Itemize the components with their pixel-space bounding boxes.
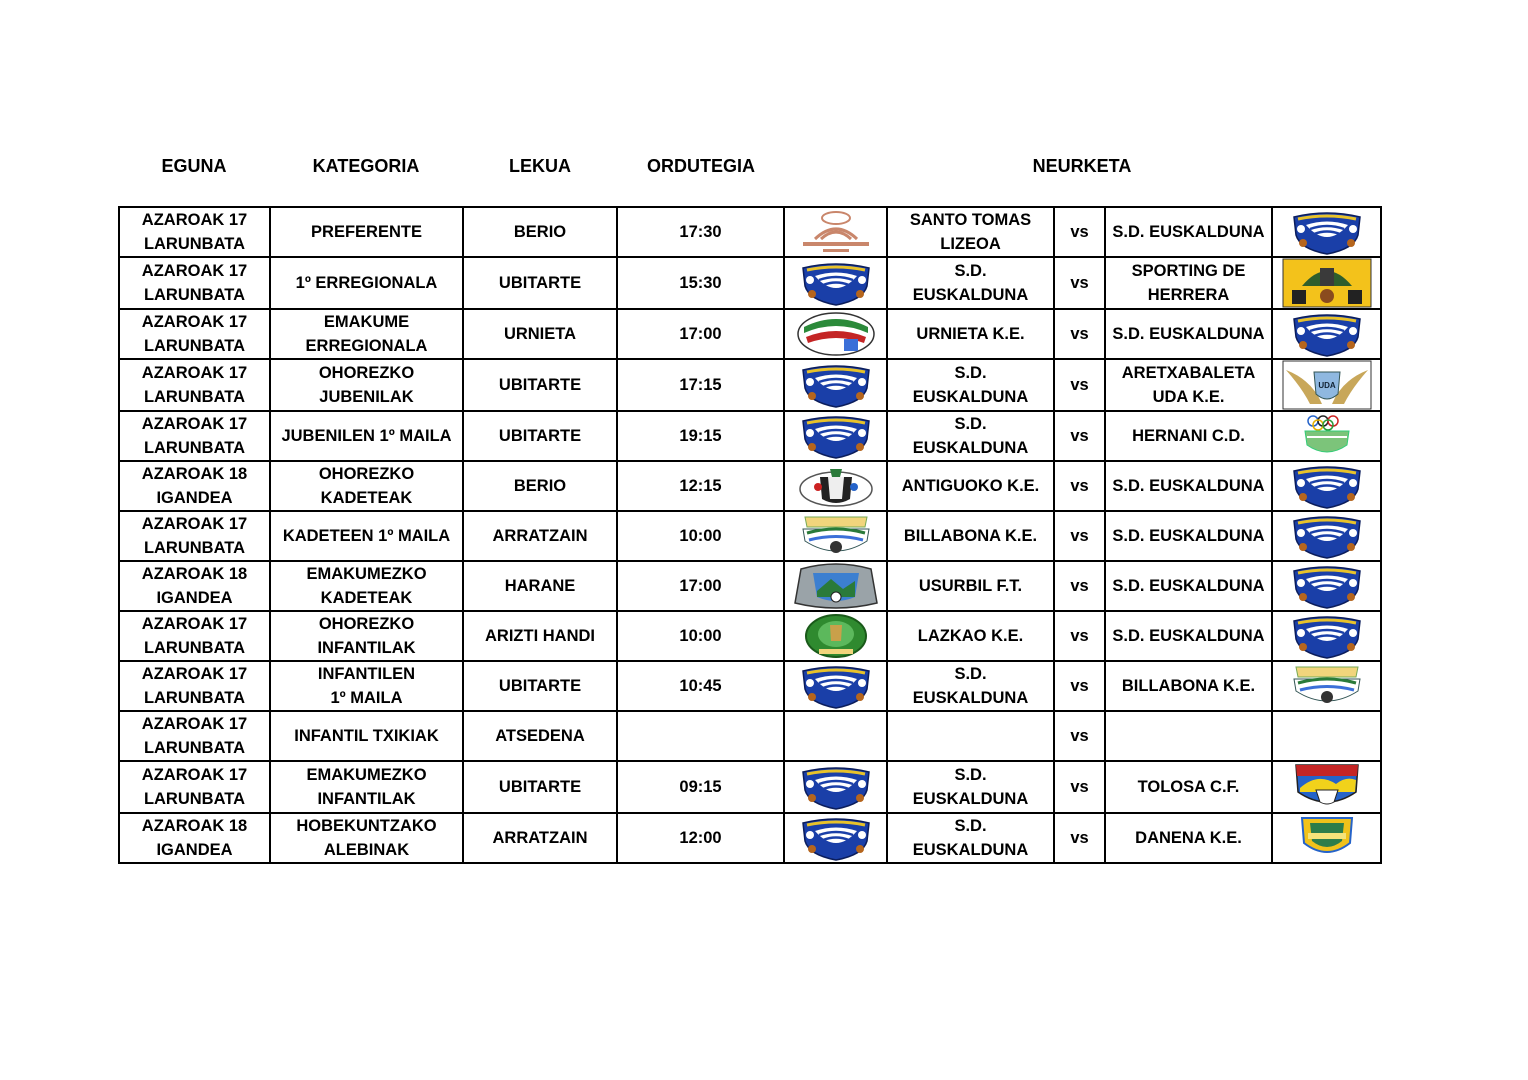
date-cell [119, 511, 270, 561]
vs-cell: vs [1054, 207, 1105, 257]
home-logo-cell [784, 359, 887, 411]
place-cell: BERIO [463, 461, 617, 511]
antiguoko-crest-icon [796, 463, 876, 509]
home-logo-cell [784, 611, 887, 661]
vs-cell: vs [1054, 511, 1105, 561]
away-team-cell [1105, 309, 1272, 359]
cell-line: LAZKAO K.E. [917, 627, 1024, 645]
place-cell: UBITARTE [463, 359, 617, 411]
away-team-cell [1105, 461, 1272, 511]
cell-line: URNIETA K.E. [916, 325, 1025, 343]
cell-line: AZAROAK 18 [141, 817, 248, 835]
date-cell [119, 813, 270, 863]
cell-line: LARUNBATA [143, 790, 246, 808]
vs-cell: vs [1054, 257, 1105, 309]
home-logo-cell [784, 207, 887, 257]
time-cell [617, 711, 784, 761]
category-cell [270, 511, 463, 561]
cell-line: LARUNBATA [143, 388, 246, 406]
cell-line: S.D. EUSKALDUNA [1112, 223, 1265, 241]
cell-line: IGANDEA [156, 589, 233, 607]
away-logo-cell [1272, 611, 1381, 661]
cell-line: AZAROAK 18 [141, 565, 248, 583]
away-logo-cell [1272, 511, 1381, 561]
table-row [119, 611, 1381, 661]
sporting-herrera-crest-icon [1282, 258, 1372, 308]
cell-line: KADETEAK [320, 489, 413, 507]
cell-line: EUSKALDUNA [912, 841, 1029, 859]
urnieta-crest-icon [796, 311, 876, 357]
schedule-table [118, 206, 1382, 864]
cell-line: S.D. EUSKALDUNA [1112, 577, 1265, 595]
cell-line: S.D. EUSKALDUNA [1112, 325, 1265, 343]
euskalduna-crest-icon [1288, 209, 1366, 255]
home-team-cell [887, 257, 1054, 309]
away-logo-cell [1272, 711, 1381, 761]
cell-line: ALEBINAK [323, 841, 410, 859]
cell-line: AZAROAK 17 [141, 715, 248, 733]
time-cell: 09:15 [617, 761, 784, 813]
cell-line: AZAROAK 17 [141, 415, 248, 433]
home-team-cell [887, 411, 1054, 461]
date-cell [119, 309, 270, 359]
away-logo-cell [1272, 813, 1381, 863]
euskalduna-crest-icon [797, 362, 875, 408]
cell-line: EUSKALDUNA [912, 439, 1029, 457]
usurbil-crest-icon [791, 563, 881, 609]
time-cell: 10:00 [617, 511, 784, 561]
header-eguna: EGUNA [161, 156, 227, 176]
away-logo-cell [1272, 207, 1381, 257]
table-row [119, 561, 1381, 611]
table-row [119, 461, 1381, 511]
vs-cell: vs [1054, 611, 1105, 661]
time-cell: 19:15 [617, 411, 784, 461]
cell-line: BILLABONA K.E. [903, 527, 1038, 545]
cell-line: INFANTILAK [317, 790, 416, 808]
cell-line: EMAKUMEZKO [306, 565, 427, 583]
svg-text:UDA: UDA [1317, 381, 1336, 390]
euskalduna-crest-icon [1288, 613, 1366, 659]
cell-line: AZAROAK 17 [141, 364, 248, 382]
away-logo-cell [1272, 257, 1381, 309]
cell-line: EMAKUME [323, 313, 410, 331]
cell-line: PREFERENTE [311, 223, 422, 241]
cell-line: IGANDEA [156, 489, 233, 507]
cell-line: KADETEEN 1º MAILA [282, 527, 451, 545]
vs-cell: vs [1054, 461, 1105, 511]
cell-line: AZAROAK 17 [141, 665, 248, 683]
cell-line: USURBIL F.T. [918, 577, 1023, 595]
cell-line: SANTO TOMAS [909, 211, 1032, 229]
time-cell: 10:45 [617, 661, 784, 711]
away-team-cell [1105, 813, 1272, 863]
place-cell: BERIO [463, 207, 617, 257]
home-logo-cell [784, 257, 887, 309]
date-cell [119, 711, 270, 761]
category-cell [270, 561, 463, 611]
home-team-cell [887, 611, 1054, 661]
cell-line: OHOREZKO [318, 364, 415, 382]
cell-line: AZAROAK 18 [141, 465, 248, 483]
cell-line: ARETXABALETA [1121, 364, 1256, 382]
date-cell [119, 359, 270, 411]
cell-line: LARUNBATA [143, 539, 246, 557]
home-team-cell [887, 309, 1054, 359]
tolosa-crest-icon [1288, 762, 1366, 812]
place-cell: UBITARTE [463, 257, 617, 309]
away-team-cell [1105, 257, 1272, 309]
time-cell: 17:00 [617, 561, 784, 611]
cell-line: UDA K.E. [1152, 388, 1225, 406]
euskalduna-crest-icon [797, 815, 875, 861]
cell-line: ANTIGUOKO K.E. [901, 477, 1040, 495]
category-cell [270, 461, 463, 511]
category-cell [270, 309, 463, 359]
header-neurketa: NEURKETA [1032, 156, 1132, 176]
danena-crest-icon [1292, 815, 1362, 861]
home-team-cell [887, 461, 1054, 511]
away-team-cell [1105, 611, 1272, 661]
santo-tomas-logo-icon [797, 209, 875, 255]
away-team-cell [1105, 661, 1272, 711]
cell-line: IGANDEA [156, 841, 233, 859]
place-cell: URNIETA [463, 309, 617, 359]
cell-line: DANENA K.E. [1135, 829, 1242, 847]
euskalduna-crest-icon [797, 413, 875, 459]
date-cell [119, 561, 270, 611]
away-logo-cell [1272, 661, 1381, 711]
header-lekua: LEKUA [509, 156, 571, 176]
cell-line: LARUNBATA [143, 439, 246, 457]
away-team-cell [1105, 411, 1272, 461]
home-logo-cell [784, 761, 887, 813]
place-cell: HARANE [463, 561, 617, 611]
away-logo-cell [1272, 761, 1381, 813]
cell-line: S.D. [954, 817, 987, 835]
cell-line: S.D. [954, 262, 987, 280]
table-row [119, 309, 1381, 359]
away-logo-cell [1272, 461, 1381, 511]
cell-line: INFANTILAK [317, 639, 416, 657]
header-kategoria: KATEGORIA [312, 156, 420, 176]
cell-line: ERREGIONALA [305, 337, 428, 355]
cell-line: HERNANI C.D. [1132, 427, 1245, 445]
home-logo-cell [784, 411, 887, 461]
cell-line: LARUNBATA [143, 235, 246, 253]
category-cell [270, 661, 463, 711]
euskalduna-crest-icon [797, 764, 875, 810]
euskalduna-crest-icon [1288, 311, 1366, 357]
away-team-cell [1105, 761, 1272, 813]
cell-line: 1º ERREGIONALA [295, 274, 438, 292]
vs-cell: vs [1054, 411, 1105, 461]
vs-cell: vs [1054, 359, 1105, 411]
cell-line: S.D. [954, 766, 987, 784]
cell-line: S.D. [954, 415, 987, 433]
away-logo-cell [1272, 561, 1381, 611]
time-cell: 17:00 [617, 309, 784, 359]
lazkao-crest-icon [797, 613, 875, 659]
cell-line: HERRERA [1147, 286, 1230, 304]
home-logo-cell [784, 511, 887, 561]
table-row [119, 661, 1381, 711]
away-team-cell [1105, 207, 1272, 257]
category-cell [270, 411, 463, 461]
header-ordutegia: ORDUTEGIA [647, 156, 755, 176]
cell-line: S.D. EUSKALDUNA [1112, 627, 1265, 645]
cell-line: LARUNBATA [143, 739, 246, 757]
place-cell: UBITARTE [463, 661, 617, 711]
time-cell: 12:00 [617, 813, 784, 863]
home-logo-cell [784, 661, 887, 711]
billabona-crest-icon [797, 513, 875, 559]
home-team-cell [887, 359, 1054, 411]
cell-line: JUBENILAK [319, 388, 414, 406]
category-cell [270, 813, 463, 863]
table-row [119, 359, 1381, 411]
time-cell: 10:00 [617, 611, 784, 661]
table-row [119, 411, 1381, 461]
away-logo-cell [1272, 309, 1381, 359]
cell-line: EMAKUMEZKO [306, 766, 427, 784]
cell-line: LARUNBATA [143, 337, 246, 355]
away-logo-cell [1272, 359, 1381, 411]
home-logo-cell [784, 461, 887, 511]
home-logo-cell [784, 309, 887, 359]
time-cell: 17:15 [617, 359, 784, 411]
place-cell: ATSEDENA [463, 711, 617, 761]
vs-cell: vs [1054, 561, 1105, 611]
euskalduna-crest-icon [1288, 513, 1366, 559]
cell-line: S.D. [954, 364, 987, 382]
category-cell [270, 611, 463, 661]
cell-line: S.D. EUSKALDUNA [1112, 527, 1265, 545]
place-cell: UBITARTE [463, 411, 617, 461]
home-team-cell [887, 511, 1054, 561]
away-logo-cell [1272, 411, 1381, 461]
cell-line: AZAROAK 17 [141, 211, 248, 229]
time-cell: 12:15 [617, 461, 784, 511]
date-cell [119, 411, 270, 461]
time-cell: 17:30 [617, 207, 784, 257]
euskalduna-crest-icon [797, 260, 875, 306]
uda-crest-icon [1282, 360, 1372, 410]
away-team-cell [1105, 561, 1272, 611]
cell-line: AZAROAK 17 [141, 262, 248, 280]
home-team-cell [887, 711, 1054, 761]
cell-line: S.D. [954, 665, 987, 683]
cell-line: INFANTILEN [317, 665, 416, 683]
cell-line: JUBENILEN 1º MAILA [281, 427, 452, 445]
table-row [119, 257, 1381, 309]
cell-line: BILLABONA K.E. [1121, 677, 1256, 695]
euskalduna-crest-icon [797, 663, 875, 709]
cell-line: LARUNBATA [143, 689, 246, 707]
cell-line: AZAROAK 17 [141, 313, 248, 331]
billabona-crest-icon [1288, 663, 1366, 709]
cell-line: EUSKALDUNA [912, 388, 1029, 406]
euskalduna-crest-icon [1288, 563, 1366, 609]
cell-line: OHOREZKO [318, 465, 415, 483]
home-team-cell [887, 661, 1054, 711]
category-cell [270, 711, 463, 761]
vs-cell: vs [1054, 813, 1105, 863]
cell-line: LARUNBATA [143, 286, 246, 304]
cell-line: INFANTIL TXIKIAK [294, 727, 439, 745]
home-team-cell [887, 561, 1054, 611]
home-logo-cell [784, 711, 887, 761]
place-cell: ARIZTI HANDI [463, 611, 617, 661]
vs-cell: vs [1054, 309, 1105, 359]
hernani-crest-icon [1287, 413, 1367, 459]
cell-line: KADETEAK [320, 589, 413, 607]
place-cell: ARRATZAIN [463, 813, 617, 863]
home-team-cell [887, 813, 1054, 863]
cell-line: AZAROAK 17 [141, 766, 248, 784]
date-cell [119, 761, 270, 813]
cell-line: HOBEKUNTZAKO [296, 817, 437, 835]
table-row [119, 761, 1381, 813]
away-team-cell [1105, 511, 1272, 561]
table-row [119, 207, 1381, 257]
place-cell: ARRATZAIN [463, 511, 617, 561]
cell-line: LARUNBATA [143, 639, 246, 657]
home-logo-cell [784, 561, 887, 611]
vs-cell: vs [1054, 711, 1105, 761]
date-cell [119, 207, 270, 257]
table-row [119, 711, 1381, 761]
date-cell [119, 257, 270, 309]
vs-cell: vs [1054, 661, 1105, 711]
cell-line: OHOREZKO [318, 615, 415, 633]
away-team-cell [1105, 359, 1272, 411]
cell-line: EUSKALDUNA [912, 286, 1029, 304]
cell-line: AZAROAK 17 [141, 515, 248, 533]
cell-line: EUSKALDUNA [912, 689, 1029, 707]
place-cell: UBITARTE [463, 761, 617, 813]
cell-line: S.D. EUSKALDUNA [1112, 477, 1265, 495]
category-cell [270, 257, 463, 309]
table-row [119, 511, 1381, 561]
cell-line: 1º MAILA [330, 689, 403, 707]
home-logo-cell [784, 813, 887, 863]
date-cell [119, 611, 270, 661]
cell-line: AZAROAK 17 [141, 615, 248, 633]
vs-cell: vs [1054, 761, 1105, 813]
category-cell [270, 359, 463, 411]
cell-line: TOLOSA C.F. [1137, 778, 1240, 796]
table-row [119, 813, 1381, 863]
cell-line: EUSKALDUNA [912, 790, 1029, 808]
cell-line: SPORTING DE [1131, 262, 1246, 280]
home-team-cell [887, 761, 1054, 813]
date-cell [119, 661, 270, 711]
category-cell [270, 761, 463, 813]
euskalduna-crest-icon [1288, 463, 1366, 509]
date-cell [119, 461, 270, 511]
category-cell [270, 207, 463, 257]
away-team-cell [1105, 711, 1272, 761]
time-cell: 15:30 [617, 257, 784, 309]
home-team-cell [887, 207, 1054, 257]
cell-line: LIZEOA [940, 235, 1001, 253]
